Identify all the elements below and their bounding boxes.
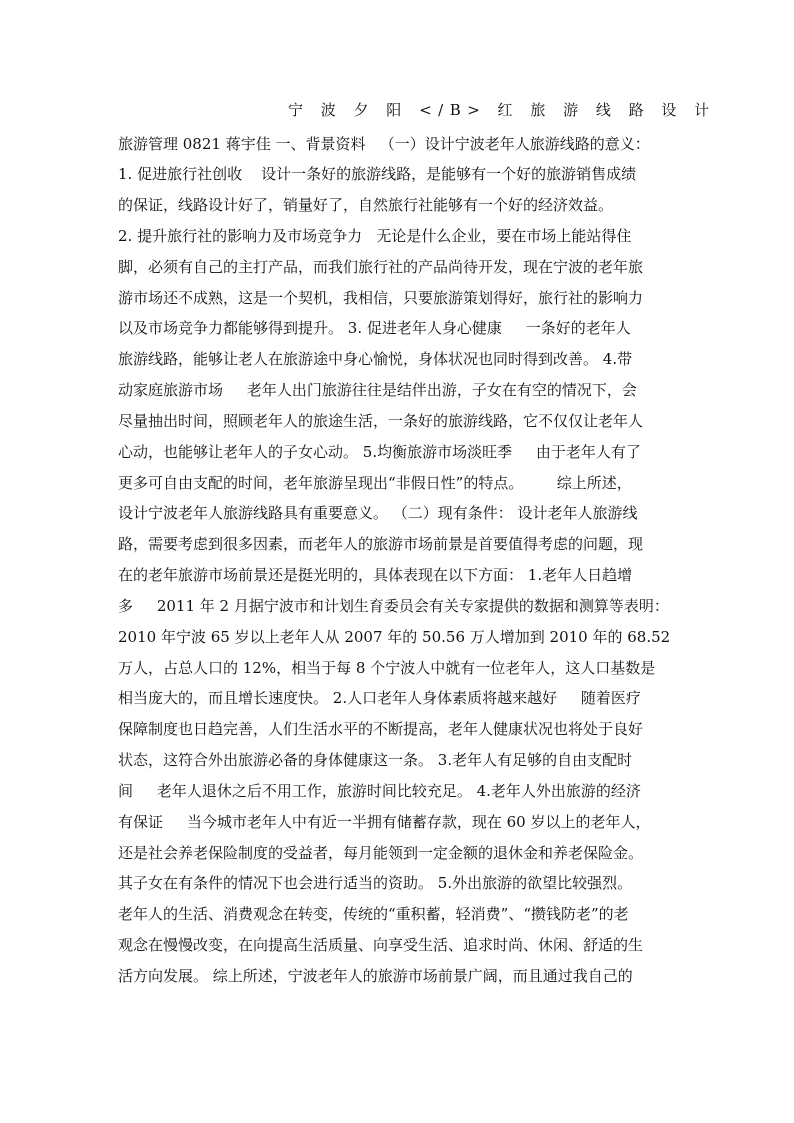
body-line: 万人，占总人口的 12%，相当于每 8 个宁波人中就有一位老年人，这人口基数是 bbox=[118, 659, 656, 677]
document-title: 宁 波 夕 阳 </B> 红 旅 游 线 路 设 计 bbox=[288, 101, 716, 119]
body-line: 设计宁波老年人旅游线路具有重要意义。 （二）现有条件： 设计老年人旅游线 bbox=[118, 504, 638, 522]
body-line: 2010 年宁波 65 岁以上老年人从 2007 年的 50.56 万人增加到 2010 年的 68.52 bbox=[118, 628, 671, 646]
body-line: 在的老年旅游市场前景还是挺光明的，具体表现在以下方面： 1.老年人日趋增 bbox=[118, 566, 633, 584]
body-line: 还是社会养老保险制度的受益者，每月能领到一定金额的退休金和养老保险金。 bbox=[118, 844, 644, 862]
body-line: 观念在慢慢改变，在向提高生活质量、向享受生活、追求时尚、休闲、舒适的生 bbox=[118, 936, 644, 954]
body-line: 1. 促进旅行社创收 设计一条好的旅游线路，是能够有一个好的旅游销售成绩 bbox=[118, 165, 637, 183]
body-line: 旅游线路，能够让老人在旅游途中身心愉悦，身体状况也同时得到改善。 4.带 bbox=[118, 350, 633, 368]
body-line: 有保证 当今城市老年人中有近一半拥有储蓄存款，现在 60 岁以上的老年人， bbox=[118, 813, 651, 831]
body-line: 保障制度也日趋完善，人们生活水平的不断提高，老年人健康状况也将处于良好 bbox=[118, 720, 644, 738]
body-line: 多 2011 年 2 月据宁波市和计划生育委员会有关专家提供的数据和测算等表明： bbox=[118, 597, 669, 615]
body-line: 游市场还不成熟，这是一个契机，我相信，只要旅游策划得好，旅行社的影响力 bbox=[118, 289, 644, 307]
body-line: 更多可自由支配的时间，老年旅游呈现出“非假日性”的特点。 综上所述， bbox=[118, 474, 632, 492]
body-line: 间 老年人退休之后不用工作，旅游时间比较充足。 4.老年人外出旅游的经济 bbox=[118, 782, 641, 800]
body-line: 以及市场竞争力都能够得到提升。 3. 促进老年人身心健康 一条好的老年人 bbox=[118, 319, 631, 337]
body-line: 心动，也能够让老年人的子女心动。 5.均衡旅游市场淡旺季 由于老年人有了 bbox=[118, 443, 641, 461]
body-line: 相当庞大的，而且增长速度快。 2.人口老年人身体素质将越来越好 随着医疗 bbox=[118, 689, 641, 707]
body-line: 旅游管理 0821 蒋宇佳 一、背景资料 （一）设计宁波老年人旅游线路的意义： bbox=[118, 135, 650, 153]
body-line: 活方向发展。 综上所述，宁波老年人的旅游市场前景广阔，而且通过我自己的 bbox=[118, 967, 633, 985]
body-line: 动家庭旅游市场 老年人出门旅游往往是结伴出游，子女在有空的情况下，会 bbox=[118, 381, 637, 399]
body-line: 老年人的生活、消费观念在转变，传统的“重积蓄，轻消费”、“攒钱防老”的老 bbox=[118, 905, 629, 923]
body-line: 2. 提升旅行社的影响力及市场竞争力 无论是什么企业，要在市场上能站得住 bbox=[118, 227, 632, 245]
body-line: 尽量抽出时间，照顾老年人的旅途生活，一条好的旅游线路，它不仅仅让老年人 bbox=[118, 412, 644, 430]
body-line: 脚，必须有自己的主打产品，而我们旅行社的产品尚待开发，现在宁波的老年旅 bbox=[118, 258, 644, 276]
body-line: 路，需要考虑到很多因素，而老年人的旅游市场前景是首要值得考虑的问题，现 bbox=[118, 535, 644, 553]
body-line: 的保证，线路设计好了，销量好了，自然旅行社能够有一个好的经济效益。 bbox=[118, 196, 614, 214]
body-line: 其子女在有条件的情况下也会进行适当的资助。 5.外出旅游的欲望比较强烈。 bbox=[118, 874, 633, 892]
body-line: 状态，这符合外出旅游必备的身体健康这一条。 3.老年人有足够的自由支配时 bbox=[118, 751, 633, 769]
